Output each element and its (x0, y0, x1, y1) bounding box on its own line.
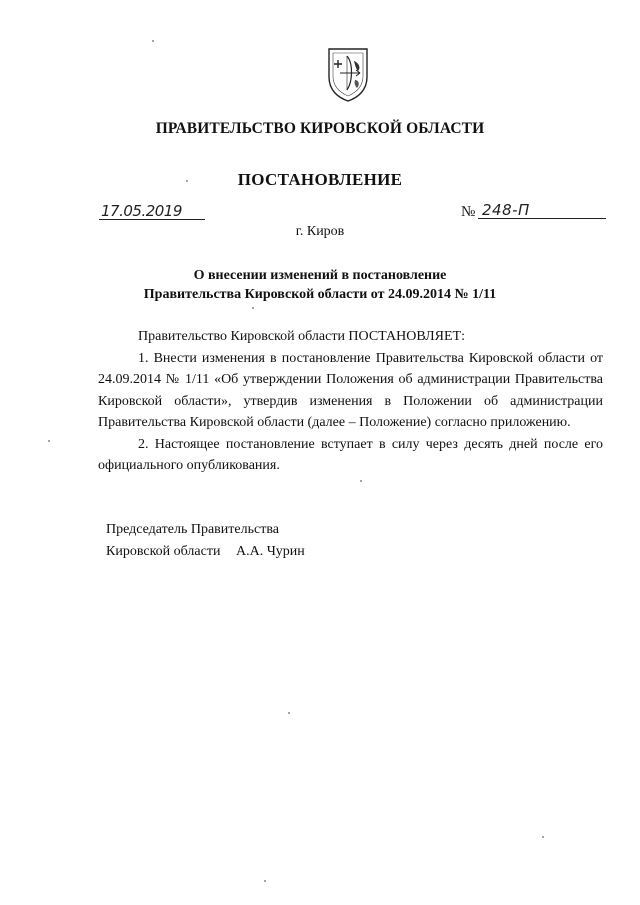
kirov-region-coat-of-arms-icon (326, 47, 370, 103)
scan-speck (186, 180, 188, 182)
signature-region: Кировской области (106, 544, 221, 559)
signature-position: Председатель Правительства (106, 522, 279, 537)
resolution-preamble: Правительство Кировской области ПОСТАНОВЛЯЕТ: (138, 329, 465, 344)
document-number: 248-П (478, 202, 606, 219)
document-type-title: ПОСТАНОВЛЕНИЕ (237, 170, 403, 189)
scan-speck (152, 40, 154, 42)
scan-speck (264, 880, 266, 882)
signatory-name: А.А. Чурин (235, 544, 305, 559)
government-title: ПРАВИТЕЛЬСТВО КИРОВСКОЙ ОБЛАСТИ (155, 120, 485, 137)
scan-speck (252, 307, 254, 309)
document-date: 17.05.2019 (99, 203, 205, 220)
document-subject (0, 266, 640, 304)
resolution-item-1: 1. Внести изменения в постановление Правительства Кировской области от 24.09.2014 № 1/11 «Об утверждении Положения об администрации Правительства Кировской области», утвердив изменения в Положении об администрации Правительства Кировской области (далее – Положение) согласно приложению. (98, 350, 603, 430)
scan-speck (48, 440, 50, 442)
signature-line-2 (106, 541, 305, 563)
resolution-item-2: 2. Настоящее постановление вступает в силу через десять дней после его официального опубликования. (98, 436, 603, 473)
document-body (98, 326, 603, 477)
number-sign: № (461, 204, 476, 220)
scan-speck (542, 836, 544, 838)
subject-line-2: Правительства Кировской области от 24.09.2014 № 1/11 (143, 287, 497, 302)
scan-speck (360, 480, 362, 482)
signature-block (106, 519, 305, 563)
scan-speck (288, 712, 290, 714)
subject-line-1: О внесении изменений в постановление (193, 268, 447, 283)
city-label: г. Киров (295, 224, 345, 239)
